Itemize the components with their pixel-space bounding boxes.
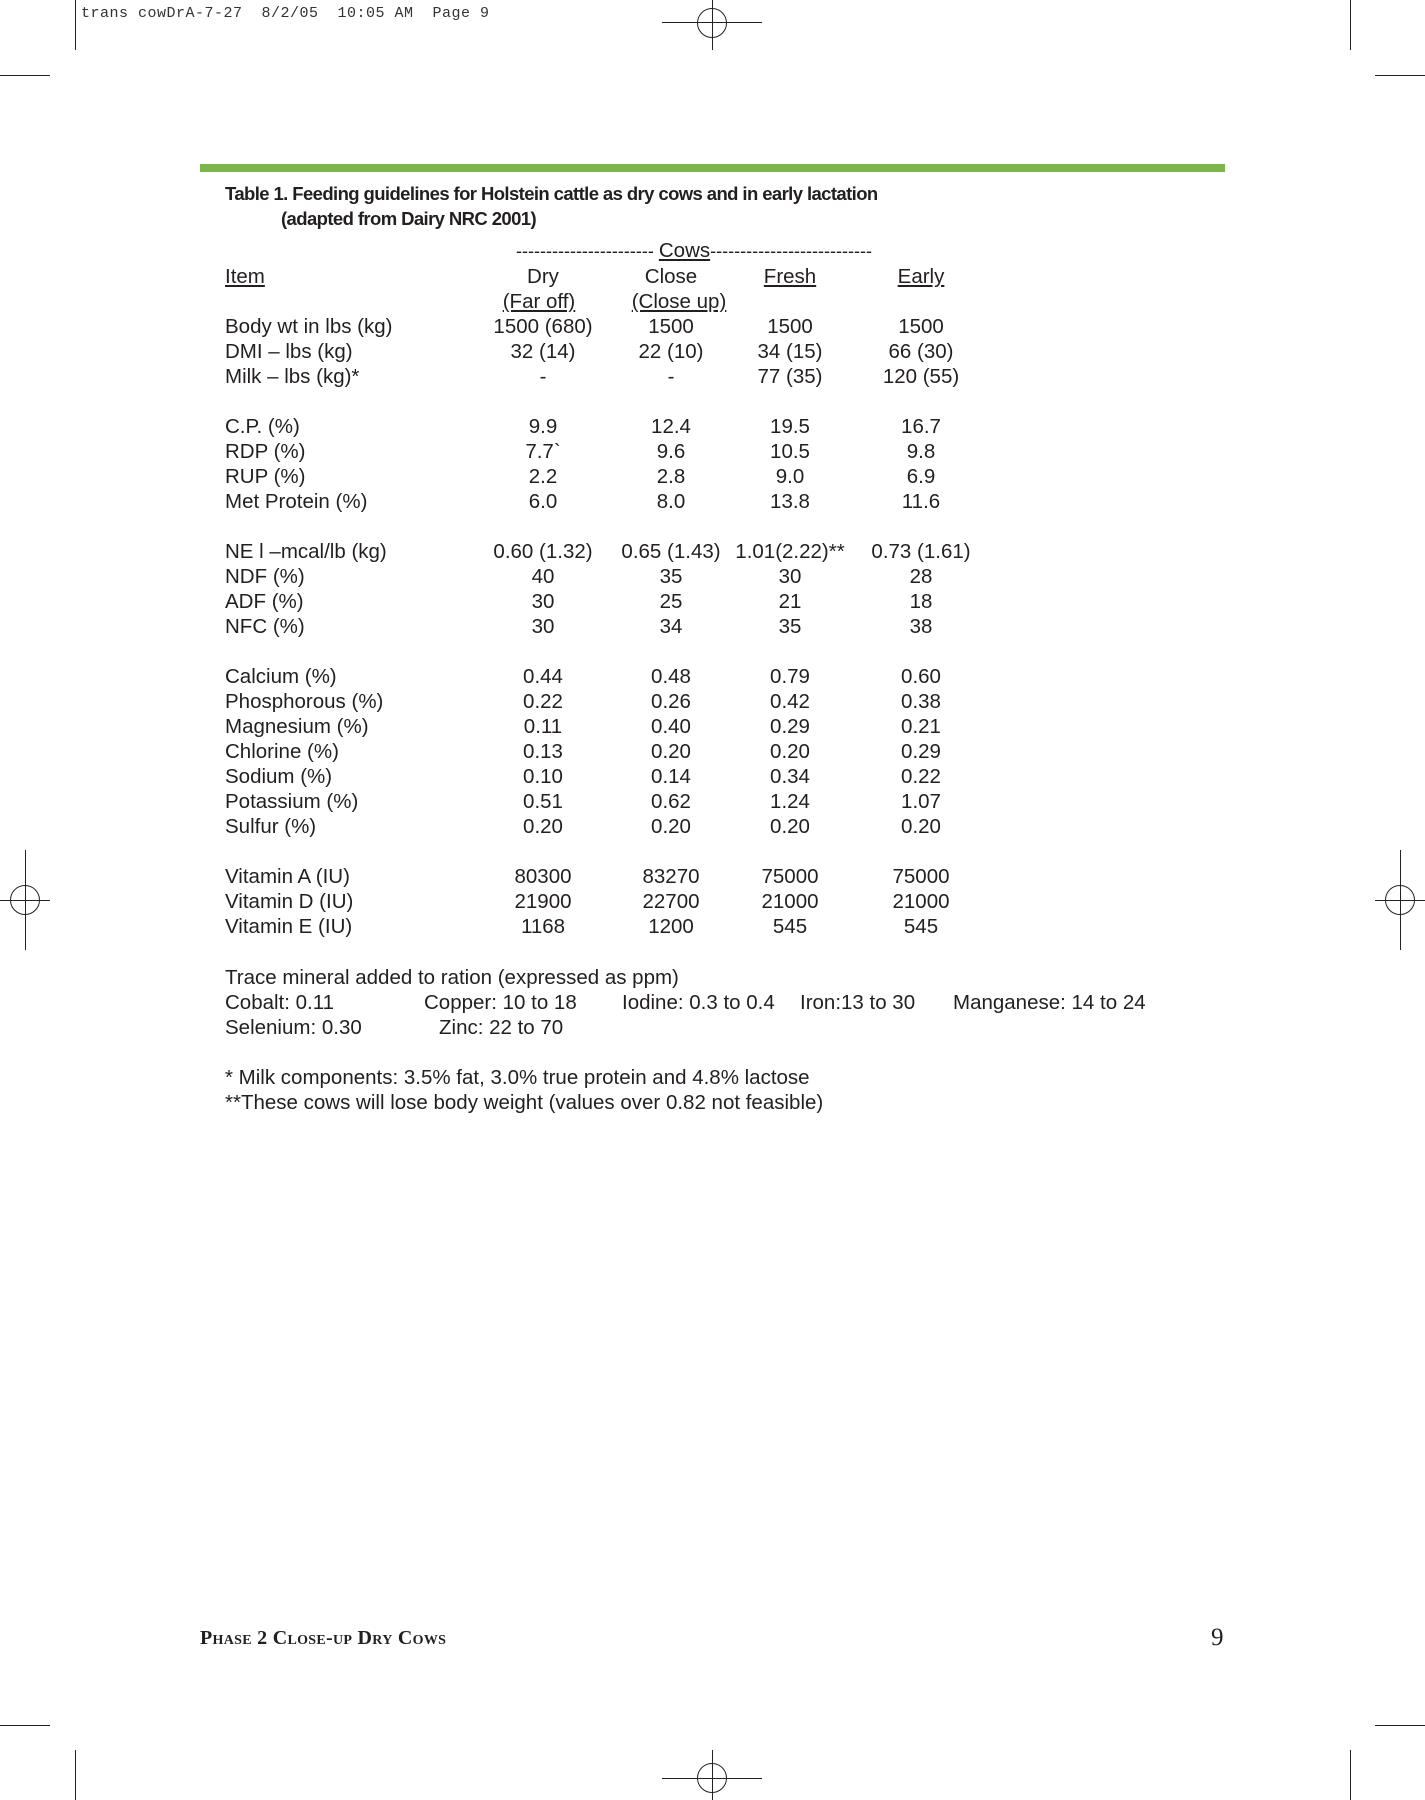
table-cell: 0.20 (651, 815, 691, 838)
table-cell: 2.8 (656, 465, 686, 488)
table-cell: 0.73 (1.61) (871, 540, 971, 563)
crop-mark (0, 75, 50, 76)
table-cell: 38 (909, 615, 933, 638)
group-dashes-right: --------------------------- (710, 241, 872, 261)
table-cell: 32 (14) (510, 340, 576, 363)
table-cell: 10.5 (770, 440, 810, 463)
table-cell: 0.79 (770, 665, 810, 688)
table-cell: 75000 (892, 865, 950, 888)
group-label: Cows (658, 239, 711, 262)
table-cell: 35 (659, 565, 683, 588)
table-cell: 21000 (892, 890, 950, 913)
row-label: Chlorine (%) (225, 740, 339, 763)
group-header (516, 238, 872, 264)
footnote-milk: * Milk components: 3.5% fat, 3.0% true protein and 4.8% lactose (225, 1066, 810, 1089)
table-cell: 9.8 (906, 440, 936, 463)
green-rule (200, 164, 1225, 172)
table-cell: 30 (531, 590, 555, 613)
table-cell: 30 (531, 615, 555, 638)
trace-iodine: Iodine: 0.3 to 0.4 (622, 991, 775, 1014)
print-slug: trans cowDrA-7-27 8/2/05 10:05 AM Page 9 (81, 5, 490, 22)
table-title-line2: (adapted from Dairy NRC 2001) (281, 208, 537, 229)
row-label: Calcium (%) (225, 665, 337, 688)
column-header-early: Early (897, 265, 945, 288)
table-cell: 0.48 (651, 665, 691, 688)
table-cell: 1.07 (901, 790, 941, 813)
table-cell: - (539, 365, 547, 388)
table-title (225, 181, 878, 231)
table-cell: 0.10 (523, 765, 563, 788)
table-cell: 77 (35) (757, 365, 823, 388)
row-label: NE l –mcal/lb (kg) (225, 540, 387, 563)
table-cell: 34 (659, 615, 683, 638)
table-cell: 1.01(2.22)** (735, 540, 845, 563)
row-label: DMI – lbs (kg) (225, 340, 353, 363)
table-cell: 0.34 (770, 765, 810, 788)
item-header: Item (225, 265, 265, 288)
row-label: RDP (%) (225, 440, 306, 463)
table-cell: 66 (30) (888, 340, 954, 363)
table-cell: 6.9 (906, 465, 936, 488)
row-label: RUP (%) (225, 465, 306, 488)
row-label: ADF (%) (225, 590, 304, 613)
row-label: Magnesium (%) (225, 715, 369, 738)
table-cell: 75000 (761, 865, 819, 888)
trace-zinc: Zinc: 22 to 70 (439, 1016, 564, 1039)
table-cell: 0.20 (770, 815, 810, 838)
table-title-line1: Table 1. Feeding guidelines for Holstein cattle as dry cows and in early lactation (225, 183, 878, 204)
table-cell: 8.0 (656, 490, 686, 513)
table-cell: 0.20 (901, 815, 941, 838)
table-cell: 1.24 (770, 790, 810, 813)
table-cell: 1500 (680) (493, 315, 593, 338)
row-label: Vitamin A (IU) (225, 865, 350, 888)
crop-mark (0, 1725, 50, 1726)
table-cell: 7.7` (525, 440, 561, 463)
row-label: NFC (%) (225, 615, 305, 638)
table-cell: 0.42 (770, 690, 810, 713)
trace-cobalt: Cobalt: 0.11 (225, 991, 335, 1014)
table-cell: 35 (778, 615, 802, 638)
row-label: Vitamin D (IU) (225, 890, 354, 913)
table-cell: 0.26 (651, 690, 691, 713)
row-label: Sodium (%) (225, 765, 333, 788)
column-header-close: Close (644, 265, 698, 288)
table-cell: 40 (531, 565, 555, 588)
row-label: Sulfur (%) (225, 815, 317, 838)
table-cell: 6.0 (528, 490, 558, 513)
table-cell: 30 (778, 565, 802, 588)
table-cell: 0.20 (651, 740, 691, 763)
crop-mark (75, 1750, 76, 1800)
row-label: Body wt in lbs (kg) (225, 315, 393, 338)
footnote-body-weight: **These cows will lose body weight (values over 0.82 not feasible) (225, 1091, 824, 1114)
trace-manganese: Manganese: 14 to 24 (953, 991, 1146, 1014)
table-cell: 34 (15) (757, 340, 823, 363)
table-cell: 0.51 (523, 790, 563, 813)
table-cell: 83270 (642, 865, 700, 888)
table-cell: 0.38 (901, 690, 941, 713)
row-label: C.P. (%) (225, 415, 300, 438)
table-cell: 1200 (648, 915, 694, 938)
table-cell: 22700 (642, 890, 700, 913)
table-cell: 1500 (767, 315, 813, 338)
table-cell: 22 (10) (638, 340, 704, 363)
table-cell: 545 (903, 915, 939, 938)
table-cell: 1500 (648, 315, 694, 338)
table-cell: 1168 (520, 915, 566, 938)
table-cell: 0.44 (523, 665, 563, 688)
table-cell: 13.8 (770, 490, 810, 513)
table-cell: 28 (909, 565, 933, 588)
trace-iron: Iron:13 to 30 (800, 991, 916, 1014)
column-header-fresh: Fresh (763, 265, 817, 288)
page-number: 9 (1211, 1624, 1224, 1651)
column-header-dry: Dry (527, 265, 559, 288)
table-cell: 545 (772, 915, 808, 938)
table-cell: 21 (778, 590, 802, 613)
table-cell: 0.14 (651, 765, 691, 788)
table-cell: 0.22 (901, 765, 941, 788)
table-cell: 0.60 (901, 665, 941, 688)
trace-selenium: Selenium: 0.30 (225, 1016, 362, 1039)
crop-mark (1375, 75, 1425, 76)
table-cell: 0.60 (1.32) (493, 540, 593, 563)
table-cell: 12.4 (651, 415, 691, 438)
footer-section-title: Phase 2 Close-up Dry Cows (200, 1627, 447, 1649)
table-cell: 0.13 (523, 740, 563, 763)
table-cell: 0.22 (523, 690, 563, 713)
table-cell: 1500 (898, 315, 944, 338)
table-cell: 0.40 (651, 715, 691, 738)
table-cell: 9.0 (775, 465, 805, 488)
table-cell: 0.29 (770, 715, 810, 738)
crop-mark (75, 0, 76, 50)
table-cell: 0.62 (651, 790, 691, 813)
trace-heading: Trace mineral added to ration (expressed as ppm) (225, 966, 679, 989)
table-cell: 80300 (514, 865, 572, 888)
column-subheader-dry: (Far off) (502, 290, 576, 313)
row-label: Milk – lbs (kg)* (225, 365, 360, 388)
table-cell: 18 (909, 590, 933, 613)
group-dashes-left: ----------------------- (516, 241, 659, 261)
crop-mark (1375, 1725, 1425, 1726)
table-cell: 9.6 (656, 440, 686, 463)
trace-copper: Copper: 10 to 18 (424, 991, 577, 1014)
crop-mark (1350, 0, 1351, 50)
row-label: Met Protein (%) (225, 490, 368, 513)
row-label: NDF (%) (225, 565, 305, 588)
table-cell: 0.65 (1.43) (621, 540, 721, 563)
table-cell: 0.21 (901, 715, 941, 738)
table-cell: 0.11 (523, 715, 563, 738)
table-cell: 11.6 (901, 490, 941, 513)
row-label: Vitamin E (IU) (225, 915, 353, 938)
crop-mark (1350, 1750, 1351, 1800)
table-cell: 16.7 (901, 415, 941, 438)
table-cell: 120 (55) (882, 365, 960, 388)
table-cell: 19.5 (770, 415, 810, 438)
table-cell: 21000 (761, 890, 819, 913)
table-cell: 21900 (514, 890, 572, 913)
row-label: Potassium (%) (225, 790, 359, 813)
column-subheader-close: (Close up) (631, 290, 727, 313)
row-label: Phosphorous (%) (225, 690, 384, 713)
table-cell: 0.20 (770, 740, 810, 763)
table-cell: 2.2 (528, 465, 558, 488)
table-cell: 0.20 (523, 815, 563, 838)
table-cell: 0.29 (901, 740, 941, 763)
table-cell: - (667, 365, 675, 388)
table-cell: 25 (659, 590, 683, 613)
table-cell: 9.9 (528, 415, 558, 438)
